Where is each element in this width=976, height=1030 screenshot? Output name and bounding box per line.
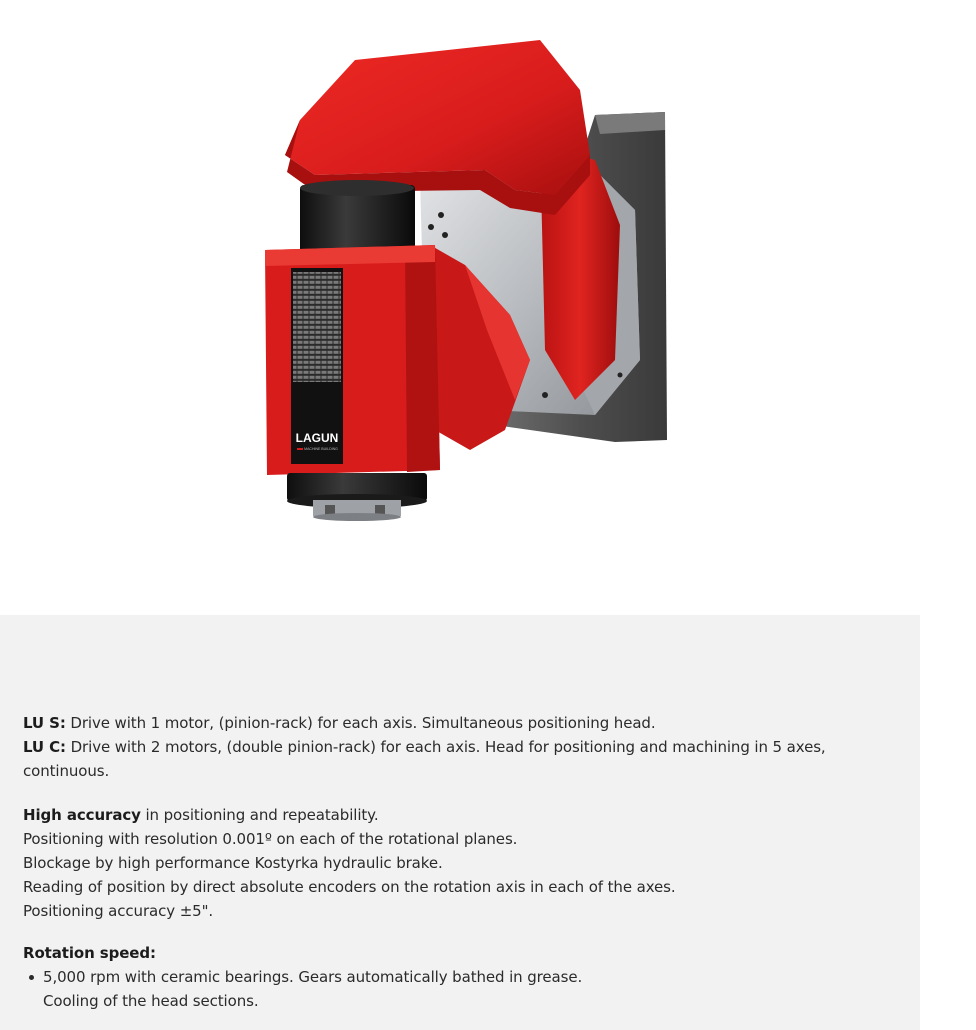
product-description (23, 711, 903, 1013)
spec-luc (23, 735, 903, 759)
spec-accuracy-text: in positioning and repeatability. (140, 806, 379, 824)
spec-accuracy (23, 803, 903, 827)
brand-logo: LAGUN (295, 431, 339, 445)
product-description-panel (0, 615, 920, 1030)
spec-rotation-label: Rotation speed: (23, 944, 156, 962)
vent-grille (293, 272, 341, 382)
spec-accuracy-line: Reading of position by direct absolute encoders on the rotation axis in each of the axes. (23, 878, 676, 896)
spec-accuracy-line: Positioning accuracy ±5". (23, 902, 214, 920)
spec-lus-label: LU S: (23, 714, 66, 732)
spec-rotation-line: 5,000 rpm with ceramic bearings. Gears automatically bathed in grease. (43, 968, 583, 986)
spec-rotation-line: Cooling of the head sections. (43, 992, 259, 1010)
spec-accuracy-line: Positioning with resolution 0.001º on each of the rotational planes. (23, 830, 518, 848)
list-item (23, 965, 903, 1013)
spec-accuracy-line: Blockage by high performance Kostyrka hydraulic brake. (23, 854, 443, 872)
brand-sub-logo: MACHINE BUILDING (304, 447, 338, 451)
spec-accuracy-label: High accuracy (23, 806, 141, 824)
spec-luc-text: Drive with 2 motors, (double pinion-rack) for each axis. Head for positioning and machining in 5 axes, (65, 738, 826, 756)
spec-lus (23, 711, 903, 735)
spec-luc-label: LU C: (23, 738, 66, 756)
spec-lus-text: Drive with 1 motor, (pinion-rack) for each axis. Simultaneous positioning head. (65, 714, 656, 732)
spec-luc-cont: continuous. (23, 762, 110, 780)
spec-rotation-list (23, 965, 903, 1013)
milling-head-image (255, 30, 685, 530)
